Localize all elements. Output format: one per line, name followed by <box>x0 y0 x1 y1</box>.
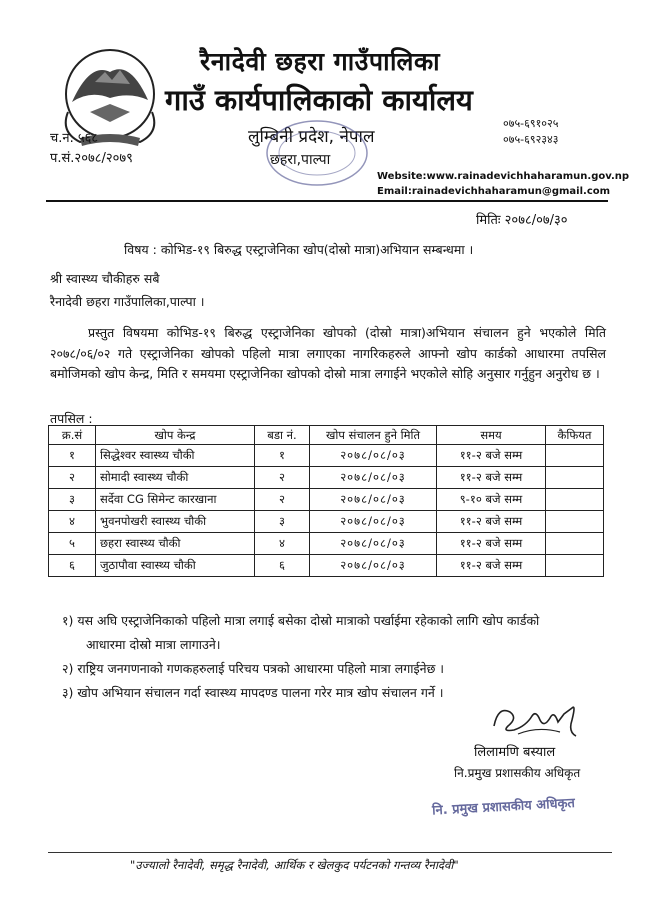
vaccination-schedule-table <box>48 425 604 577</box>
cell-remarks <box>546 555 604 577</box>
cell-sn: ५ <box>49 533 96 555</box>
footer-divider <box>48 852 612 853</box>
note-item-2: २) राष्ट्रिय जनगणनाको गणकहरुलाई परिचय पत्रको आधारमा पहिलो मात्रा लगाईनेछ । <box>62 661 445 676</box>
province-line: लुम्बिनी प्रदेश, नेपाल <box>248 127 375 147</box>
cell-time: ११-२ बजे सम्म <box>437 555 546 577</box>
cell-center: सिद्धेश्वर स्वास्थ्य चौकी <box>96 445 255 467</box>
reference-number: च.नं. ५६८ <box>50 131 99 146</box>
table-header-row <box>49 426 604 445</box>
cell-sn: ४ <box>49 511 96 533</box>
footer-slogan: "उज्यालो रैनादेवी, समृद्ध रैनादेवी, आर्थिक र खेलकुद पर्यटनको गन्तव्य रैनादेवी" <box>130 858 459 872</box>
cell-date: २०७८/०८/०३ <box>310 489 437 511</box>
cell-remarks <box>546 533 604 555</box>
col-center: खोप केन्द्र <box>96 426 255 445</box>
cell-remarks <box>546 445 604 467</box>
cell-date: २०७८/०८/०३ <box>310 533 437 555</box>
cell-remarks <box>546 511 604 533</box>
cell-ward: २ <box>255 489 310 511</box>
phone-number-2: ०७५-६९२३४३ <box>503 133 559 146</box>
cell-sn: ६ <box>49 555 96 577</box>
cell-date: २०७८/०८/०३ <box>310 511 437 533</box>
signatory-title: नि.प्रमुख प्रशासकीय अधिकृत <box>454 766 581 780</box>
stamp-text: नि. प्रमुख प्रशासकीय अधिकृत <box>431 796 576 818</box>
cell-date: २०७८/०८/०३ <box>310 555 437 577</box>
letter-subject: विषय : कोभिड-१९ बिरुद्ध एस्ट्राजेनिका खोप(दोस्रो मात्रा)अभियान सम्बन्धमा । <box>124 242 474 257</box>
table-row <box>49 467 604 489</box>
email: Email:rainadevichhaharamun@gmail.com <box>377 186 611 197</box>
notes-list <box>62 610 602 706</box>
cell-ward: ६ <box>255 555 310 577</box>
cell-time: ११-२ बजे सम्म <box>437 533 546 555</box>
col-ward: बडा नं. <box>255 426 310 445</box>
cell-date: २०७८/०८/०३ <box>310 445 437 467</box>
office-stamp <box>262 118 372 188</box>
fiscal-year: प.सं.२०७८/२०७९ <box>50 151 133 166</box>
cell-remarks <box>546 489 604 511</box>
addressee-line-1: श्री स्वास्थ्य चौकीहरु सबै <box>50 271 160 286</box>
cell-remarks <box>546 467 604 489</box>
phone-number-1: ०७५-६९१०२५ <box>503 117 559 130</box>
table-row <box>49 445 604 467</box>
note-item-1: १) यस अघि एस्ट्राजेनिकाको पहिलो मात्रा लगाई बसेका दोस्रो मात्राको पर्खाईमा रहेकाको लागि खोप कार्डको <box>62 613 540 628</box>
office-name: गाउँ कार्यपालिकाको कार्यालय <box>165 83 473 117</box>
body-paragraph: प्रस्तुत विषयमा कोभिड-१९ बिरुद्ध एस्ट्राजेनिका खोपको (दोस्रो मात्रा)अभियान संचालन हुने भएकोले मिति २०७८/०६/०२ गते एस्ट्राजेनिका खोपको पहिलो मात्रा लगाएका नागरिकहरुले आफ्नो खोप कार्डको आधारमा तपसिल बमोजिमको खोप केन्द्र, मिति र समयमा एस्ट्राजेनिका खोपको दोस्रो मात्रा लगाईने भएकोले सोहि अनुसार गर्नुहुन अनुरोध छ । <box>50 325 606 381</box>
location-line: छहरा,पाल्पा <box>270 152 331 168</box>
cell-date: २०७८/०८/०३ <box>310 467 437 489</box>
note-item-1-continued: आधारमा दोस्रो मात्रा लागाउने। <box>86 637 221 652</box>
cell-ward: १ <box>255 445 310 467</box>
letter-body <box>50 323 606 385</box>
cell-ward: ४ <box>255 533 310 555</box>
signatory-name: लिलामणि बस्याल <box>474 745 556 760</box>
cell-center: सर्देवा CG सिमेन्ट कारखाना <box>96 489 255 511</box>
col-remarks: कैफियत <box>546 426 604 445</box>
cell-ward: २ <box>255 467 310 489</box>
cell-time: ११-२ बजे सम्म <box>437 511 546 533</box>
note-item-3: ३) खोप अभियान संचालन गर्दा स्वास्थ्य मापदण्ड पालना गरेर मात्र खोप संचालन गर्ने । <box>62 685 444 700</box>
designation-stamp <box>428 792 608 818</box>
cell-center: छहरा स्वास्थ्य चौकी <box>96 533 255 555</box>
col-time: समय <box>437 426 546 445</box>
cell-time: ११-२ बजे सम्म <box>437 467 546 489</box>
header-divider <box>46 200 608 202</box>
cell-sn: १ <box>49 445 96 467</box>
website: Website:www.rainadevichhaharamun.gov.np <box>377 171 630 182</box>
cell-center: जुठापौवा स्वास्थ्य चौकी <box>96 555 255 577</box>
cell-time: ९-१० बजे सम्म <box>437 489 546 511</box>
handwritten-signature <box>488 696 584 740</box>
schedule-label: तपसिल : <box>50 411 93 426</box>
municipality-name: रैनादेवी छहरा गाउँपालिका <box>200 47 441 76</box>
col-sn: क्र.सं <box>49 426 96 445</box>
cell-sn: ३ <box>49 489 96 511</box>
letter-date: मितिः २०७८/०७/३० <box>476 213 568 228</box>
col-date: खोप संचालन हुने मिति <box>310 426 437 445</box>
table-row <box>49 511 604 533</box>
cell-sn: २ <box>49 467 96 489</box>
cell-ward: ३ <box>255 511 310 533</box>
cell-center: सोमादी स्वास्थ्य चौकी <box>96 467 255 489</box>
cell-time: ११-२ बजे सम्म <box>437 445 546 467</box>
table-row <box>49 555 604 577</box>
cell-center: भुवनपोखरी स्वास्थ्य चौकी <box>96 511 255 533</box>
addressee-line-2: रैनादेवी छहरा गाउँपालिका,पाल्पा । <box>50 294 205 309</box>
table-row <box>49 489 604 511</box>
table-row <box>49 533 604 555</box>
